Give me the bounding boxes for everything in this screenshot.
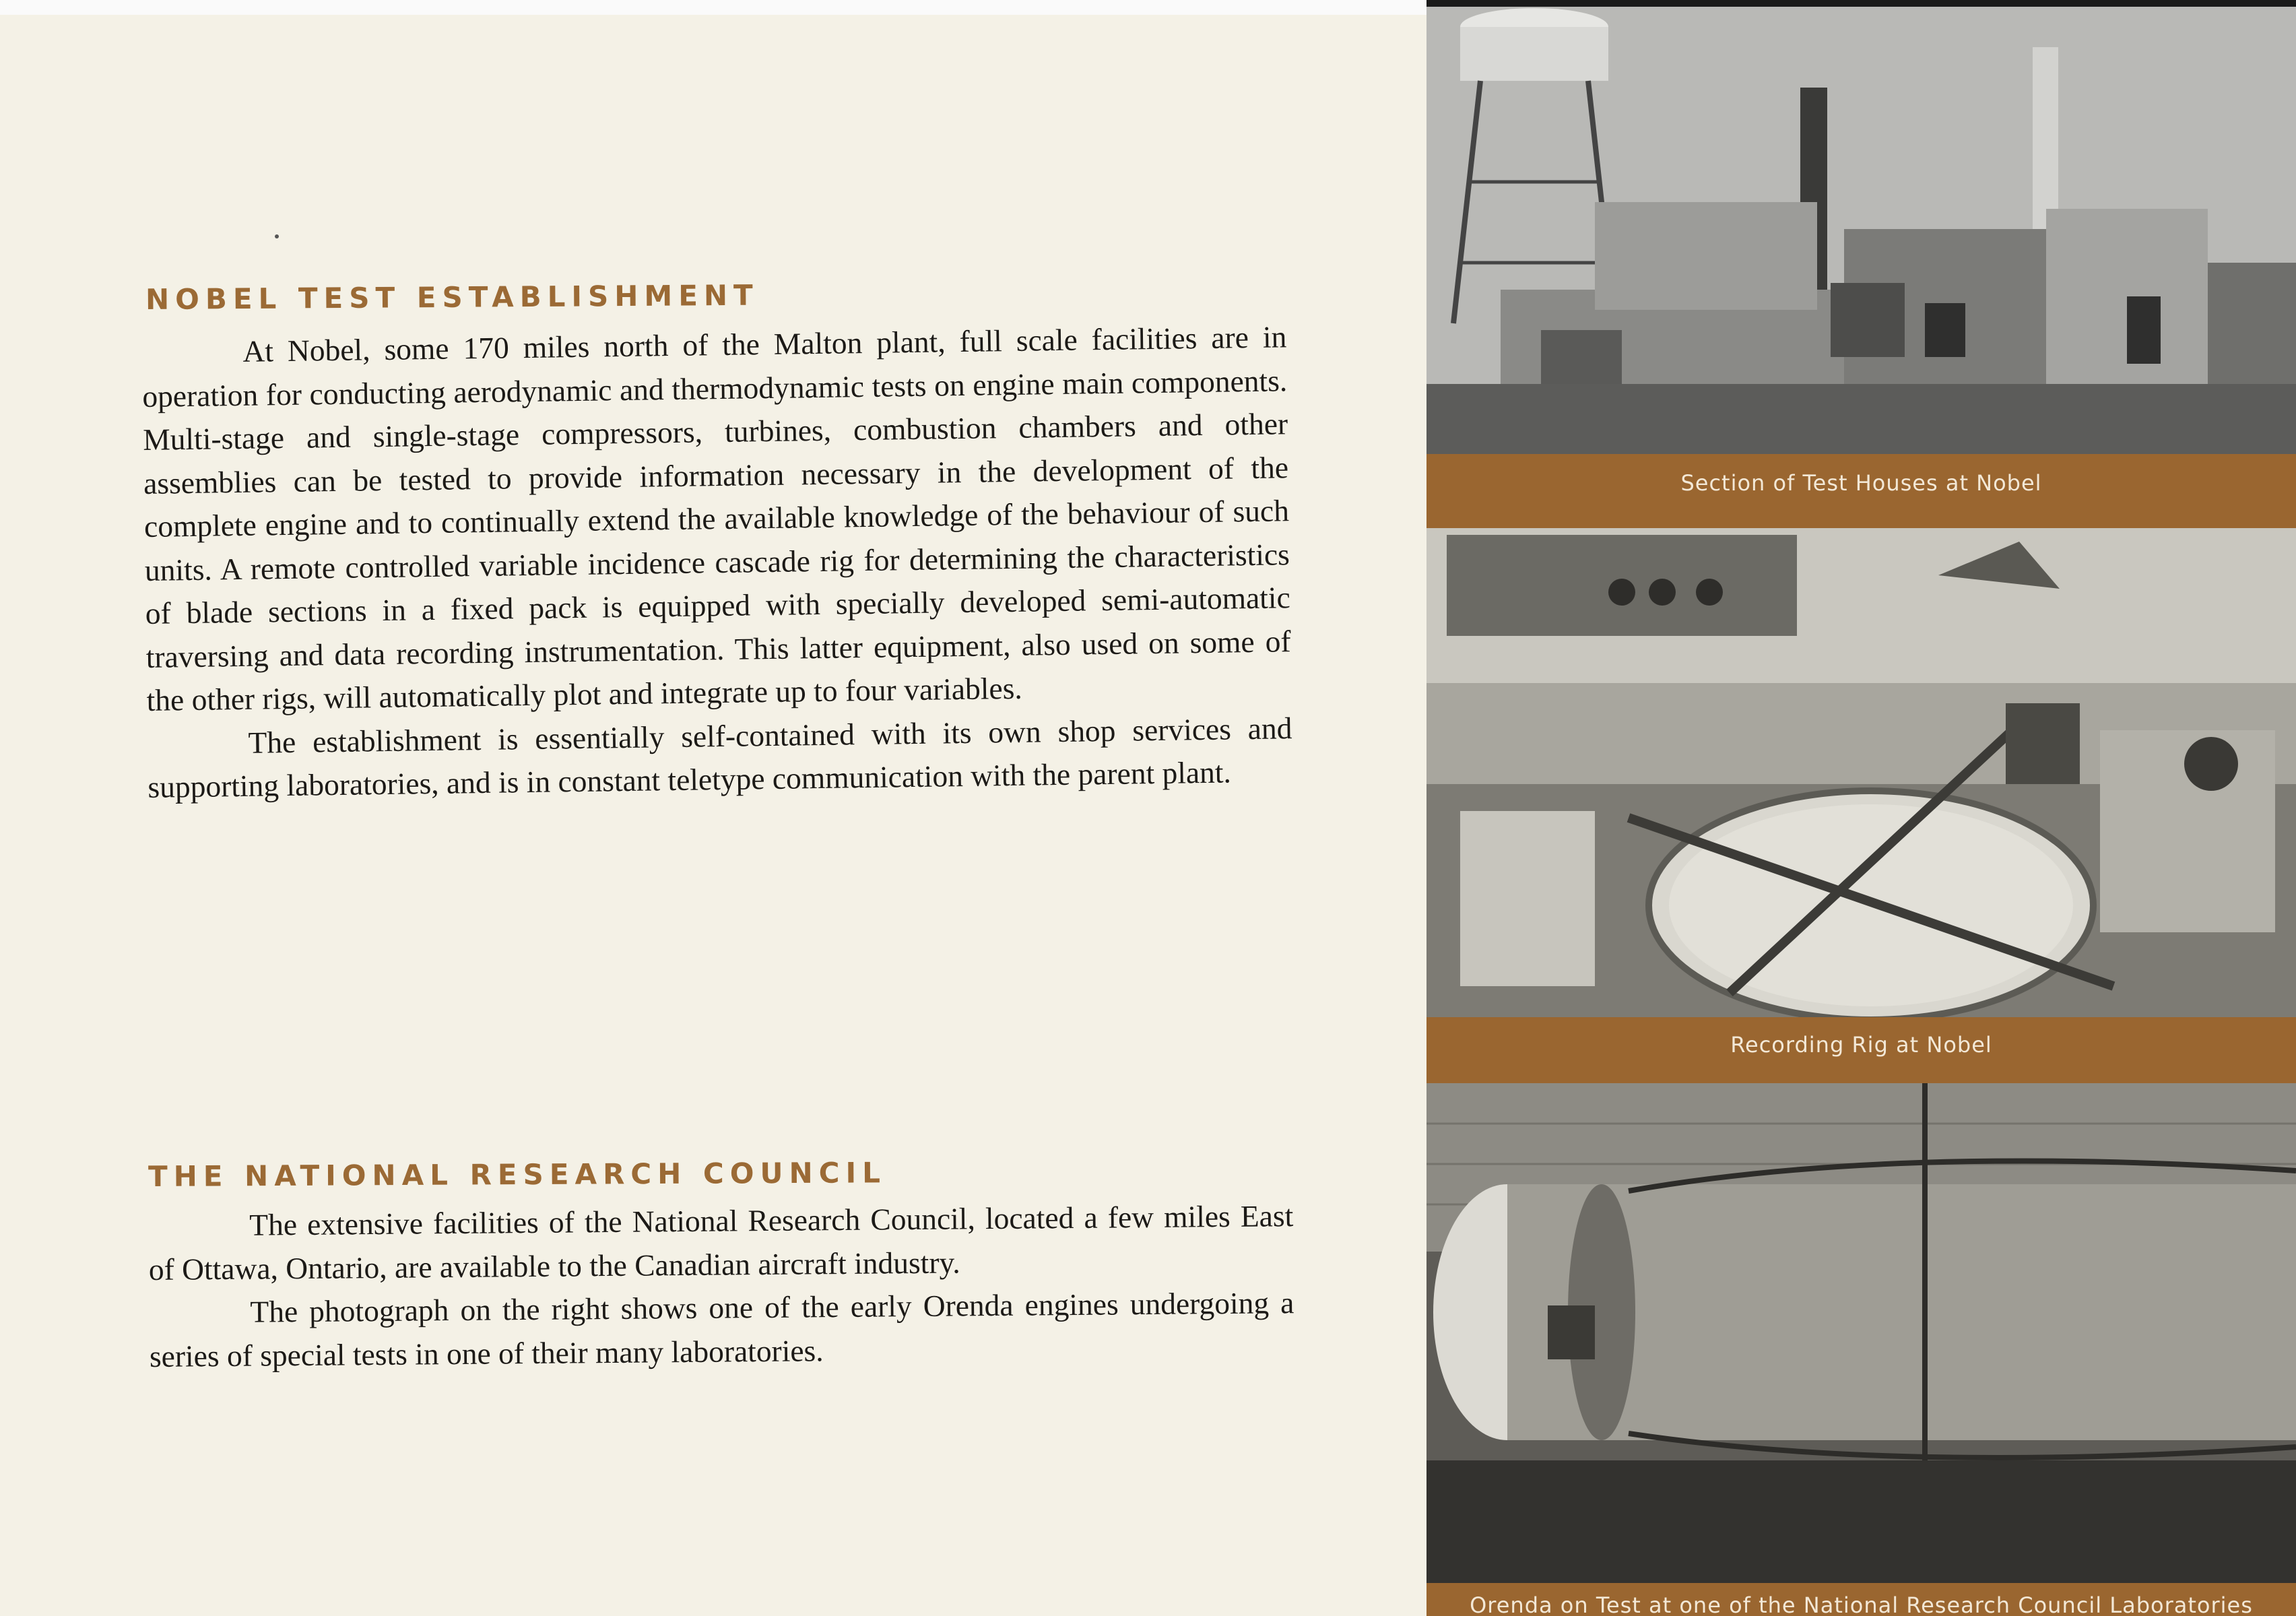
photo-engine-test [1426,1083,2296,1583]
photo-caption: Section of Test Houses at Nobel [1680,470,2042,496]
photo-test-houses [1426,7,2296,454]
paragraph: The establishment is essentially self-contained with its own shop services and supporting laboratories, and is in constant teletype communication with the parent plant. [147,710,1292,804]
paragraph: The photograph on the right shows one of the early Orenda engines undergoing a series of special tests in one of their many laboratories. [149,1285,1294,1373]
recording-rig-illustration [1426,528,2296,1017]
photo-column [1426,0,2296,1616]
paragraph: The extensive facilities of the National Research Council, located a few miles East of Ottawa, Ontario, are available to the Canadian aircraft industry. [148,1198,1294,1287]
section-body-nobel [141,315,1293,809]
photo-caption: Orenda on Test at one of the National Research Council Laboratories [1470,1592,2253,1616]
engine-test-illustration [1426,1083,2296,1583]
section-body-nrc [148,1194,1294,1378]
section-heading-nrc: THE NATIONAL RESEARCH COUNCIL [147,1156,887,1193]
caption-bar [1426,454,2296,528]
section-heading-nobel: NOBEL TEST ESTABLISHMENT [145,278,759,316]
photo-caption: Recording Rig at Nobel [1730,1032,1992,1058]
caption-bar [1426,1583,2296,1616]
photo-recording-rig [1426,528,2296,1017]
paragraph: At Nobel, some 170 miles north of the Malton plant, full scale facilities are in operation for conducting aerodynamic and thermodynamic tests on engine main components. Multi-stage and single-stage compressors, turbines, combustion chambers and other assemblies can be tested to provide information necessary in the development of the complete engine and to continually extend the available knowledge of the behaviour of such units. A remote controlled variable incidence cascade rig for determining the characteristics of blade sections in a fixed pack is equipped with specially developed semi-automatic traversing and data recording instrumentation. This latter equipment, also used on some of the other rigs, will automatically plot and integrate up to four variables. [141,319,1291,717]
caption-bar [1426,1017,2296,1083]
margin-speck [275,234,279,238]
test-houses-illustration [1426,7,2296,454]
